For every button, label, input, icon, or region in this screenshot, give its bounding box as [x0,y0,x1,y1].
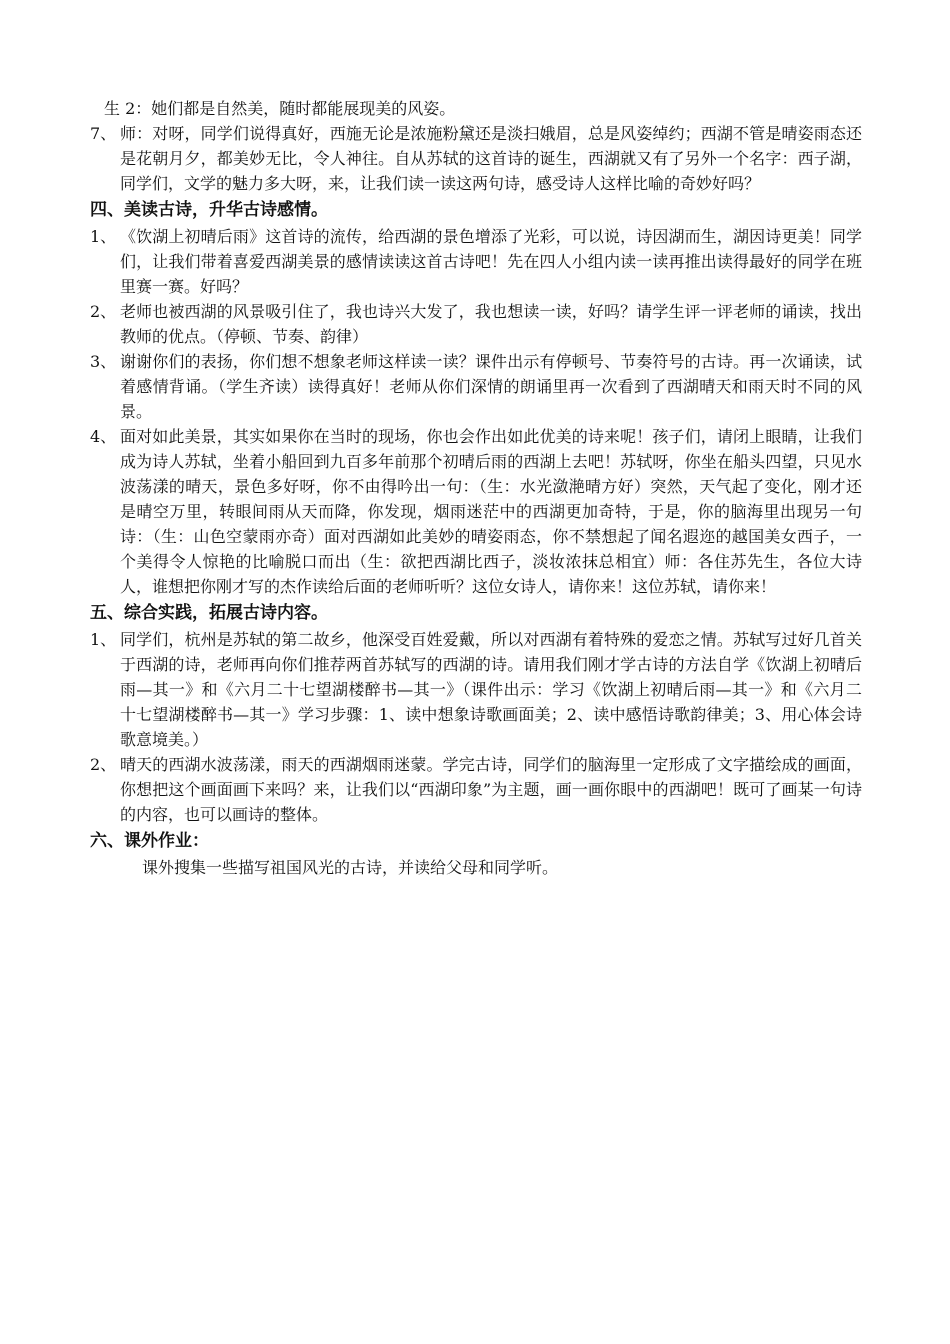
list-item-7 [90,121,862,196]
list-number: 7、 [90,124,117,143]
homework-text: 课外搜集一些描写祖国风光的古诗，并读给父母和同学听。 [142,858,559,877]
list-text: 谢谢你们的表扬，你们想不想象老师这样读一读？课件出示有停顿号、节奏符号的古诗。再一次诵读，试着感情背诵。（学生齐读）读得真好！老师从你们深情的朗诵里再一次看到了西湖晴天和雨天时不同的风景。 [120,352,862,421]
list-item [90,299,862,349]
list-item [90,349,862,424]
list-item [90,424,862,599]
list-text: 《饮湖上初晴后雨》这首诗的流传，给西湖的景色增添了光彩，可以说，诗因湖而生，湖因诗更美！同学们，让我们带着喜爱西湖美景的感情读读这首古诗吧！先在四人小组内读一读再推出读得最好的同学在班里赛一赛。好吗？ [120,227,862,296]
section-heading-6: 六、课外作业： [90,831,209,851]
list-number: 3、 [90,352,117,371]
list-text: 师：对呀，同学们说得真好，西施无论是浓施粉黛还是淡扫娥眉，总是风姿绰约；西湖不管是晴姿雨态还是花朝月夕，都美妙无比，令人神往。自从苏轼的这首诗的诞生，西湖就又有了另外一个名字：西子湖，同学们，文学的魅力多大呀，来，让我们读一读这两句诗，感受诗人这样比喻的奇妙好吗？ [120,124,862,193]
list-item [90,224,862,299]
list-item [90,752,862,827]
list-number: 2、 [90,755,117,774]
list-item [90,627,862,752]
list-number: 1、 [90,630,117,649]
list-number: 2、 [90,302,117,321]
document-body [90,96,862,880]
section-heading-4: 四、美读古诗，升华古诗感情。 [90,200,328,220]
list-number: 1、 [90,227,117,246]
list-text: 晴天的西湖水波荡漾，雨天的西湖烟雨迷蒙。学完古诗，同学们的脑海里一定形成了文字描绘成的画面，你想把这个画面画下来吗？来，让我们以“西湖印象”为主题，画一画你眼中的西湖吧！既可了画某一句诗的内容，也可以画诗的整体。 [120,755,862,824]
list-text: 同学们，杭州是苏轼的第二故乡，他深受百姓爱戴，所以对西湖有着特殊的爱恋之情。苏轼写过好几首关于西湖的诗，老师再向你们推荐两首苏轼写的西湖的诗。请用我们刚才学古诗的方法自学《饮湖上初晴后雨—其一》和《六月二十七望湖楼醉书—其一》（课件出示：学习《饮湖上初晴后雨—其一》和《六月二十七望湖楼醉书—其一》学习步骤：1、读中想象诗歌画面美；2、读中感悟诗歌韵律美；3、用心体会诗歌意境美。） [120,630,862,749]
list-text: 面对如此美景，其实如果你在当时的现场，你也会作出如此优美的诗来呢！孩子们，请闭上眼睛，让我们成为诗人苏轼，坐着小船回到九百多年前那个初晴后雨的西湖上去吧！苏轼呀，你坐在船头四望，只见水波荡漾的晴天，景色多好呀，你不由得吟出一句：（生：水光潋滟晴方好）突然，天气起了变化，刚才还是晴空万里，转眼间雨从天而降，你发现，烟雨迷茫中的西湖更加奇特，于是，你的脑海里出现另一句诗：（生：山色空蒙雨亦奇）面对西湖如此美妙的晴姿雨态，你不禁想起了闻名遐迩的越国美女西子，一个美得令人惊艳的比喻脱口而出（生：欲把西湖比西子，淡妆浓抹总相宜）师：各住苏先生，各位大诗人，谁想把你刚才写的杰作读给后面的老师听听？这位女诗人，请你来！这位苏轼，请你来！ [120,427,862,596]
list-number: 4、 [90,427,117,446]
student-answer-line: 生 2：她们都是自然美，随时都能展现美的风姿。 [104,99,456,118]
list-text: 老师也被西湖的风景吸引住了，我也诗兴大发了，我也想读一读，好吗？请学生评一评老师的诵读，找出教师的优点。（停顿、节奏、韵律） [120,302,862,346]
section-heading-5: 五、综合实践，拓展古诗内容。 [90,603,328,623]
